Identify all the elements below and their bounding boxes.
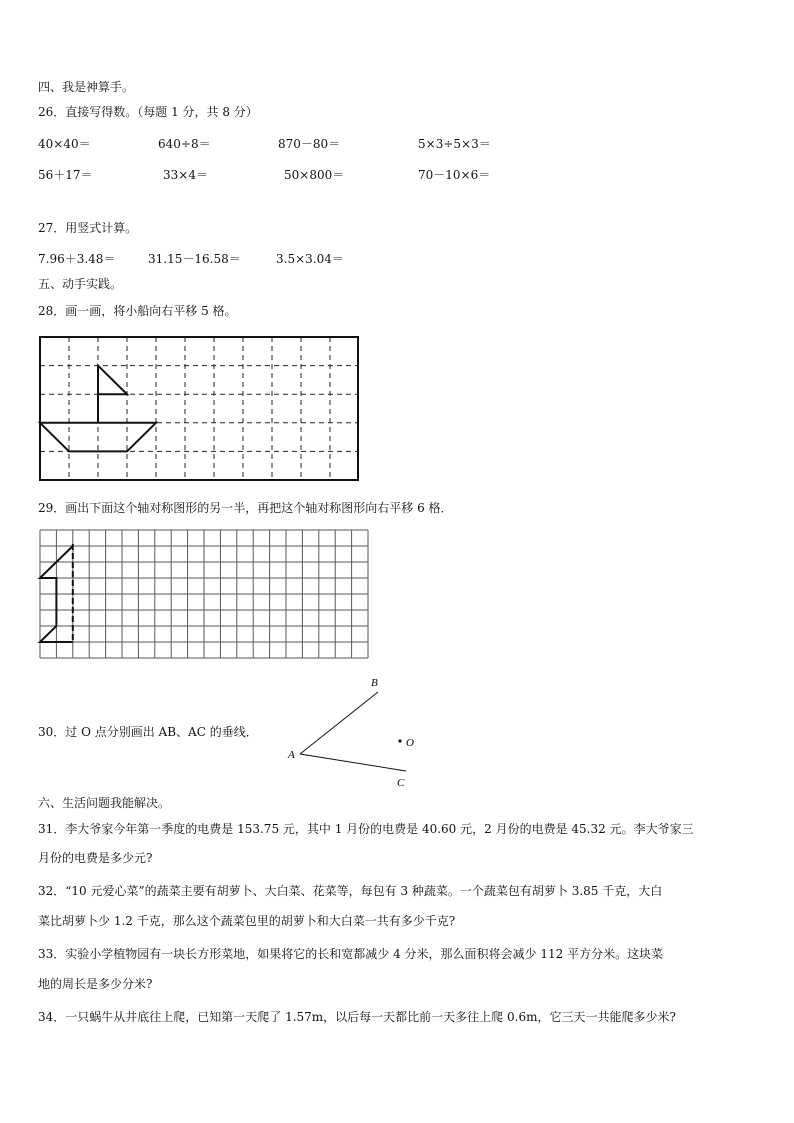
q26-item-2: 640÷8＝: [158, 137, 211, 151]
ray-ac: [300, 754, 406, 771]
boat-grid-figure: [40, 337, 360, 482]
q27-item-2: 31.15－16.58＝: [148, 252, 241, 266]
symmetry-grid-figure: [40, 530, 370, 662]
q26-item-4: 5×3÷5×3＝: [418, 137, 491, 151]
q30-title: 30．过 O 点分别画出 AB、AC 的垂线．: [38, 725, 258, 739]
perpendicular-figure: [285, 674, 425, 790]
label-a: A: [288, 749, 295, 761]
q27-item-3: 3.5×3.04＝: [276, 252, 344, 266]
q31-line-1: 31．李大爷家今年第一季度的电费是 153.75 元，其中 1 月份的电费是 40.60 元，2 月份的电费是 45.32 元。李大爷家三: [38, 822, 694, 836]
q34-line-1: 34．一只蜗牛从井底往上爬，已知第一天爬了 1.57m，以后每一天都比前一天多往上爬 0.6m，它三天一共能爬多少米?: [38, 1010, 676, 1024]
q26-item-8: 70－10×6＝: [418, 168, 491, 182]
q26-item-1: 40×40＝: [38, 137, 91, 151]
ray-ab: [300, 692, 378, 754]
q28-title: 28．画一画，将小船向右平移 5 格。: [38, 304, 237, 318]
q26-item-3: 870－80＝: [278, 137, 341, 151]
q33-line-2: 地的周长是多少分米?: [38, 977, 153, 991]
boat-grid-border: [40, 337, 358, 480]
point-o: [398, 739, 401, 742]
label-b: B: [371, 677, 378, 689]
q27-title: 27．用竖式计算。: [38, 221, 138, 235]
section-4-title: 四、我是神算手。: [38, 80, 135, 94]
q27-item-1: 7.96＋3.48＝: [38, 252, 116, 266]
q29-title: 29．画出下面这个轴对称图形的另一半，再把这个轴对称图形向右平移 6 格．: [38, 501, 453, 515]
q32-line-2: 菜比胡萝卜少 1.2 千克，那么这个蔬菜包里的胡萝卜和大白菜一共有多少千克?: [38, 914, 456, 928]
q26-item-7: 50×800＝: [284, 168, 345, 182]
section-5-title: 五、动手实践。: [38, 277, 123, 291]
q32-line-1: 32．“10 元爱心菜”的蔬菜主要有胡萝卜、大白菜、花菜等，每包有 3 种蔬菜。一个蔬菜包有胡萝卜 3.85 千克，大白: [38, 884, 663, 898]
label-c: C: [397, 777, 405, 789]
symmetry-grid-lines: [40, 530, 368, 658]
boat-grid-dashed-lines: [40, 337, 358, 480]
q26-title: 26．直接写得数。（每题 1 分，共 8 分）: [38, 105, 258, 119]
q33-line-1: 33．实验小学植物园有一块长方形菜地，如果将它的长和宽都减少 4 分米，那么面积将会减少 112 平方分米。这块菜: [38, 947, 664, 961]
section-6-title: 六、生活问题我能解决。: [38, 796, 171, 810]
q31-line-2: 月份的电费是多少元?: [38, 851, 153, 865]
q26-item-6: 33×4＝: [163, 168, 208, 182]
q26-item-5: 56＋17＝: [38, 168, 93, 182]
label-o: O: [406, 737, 414, 749]
